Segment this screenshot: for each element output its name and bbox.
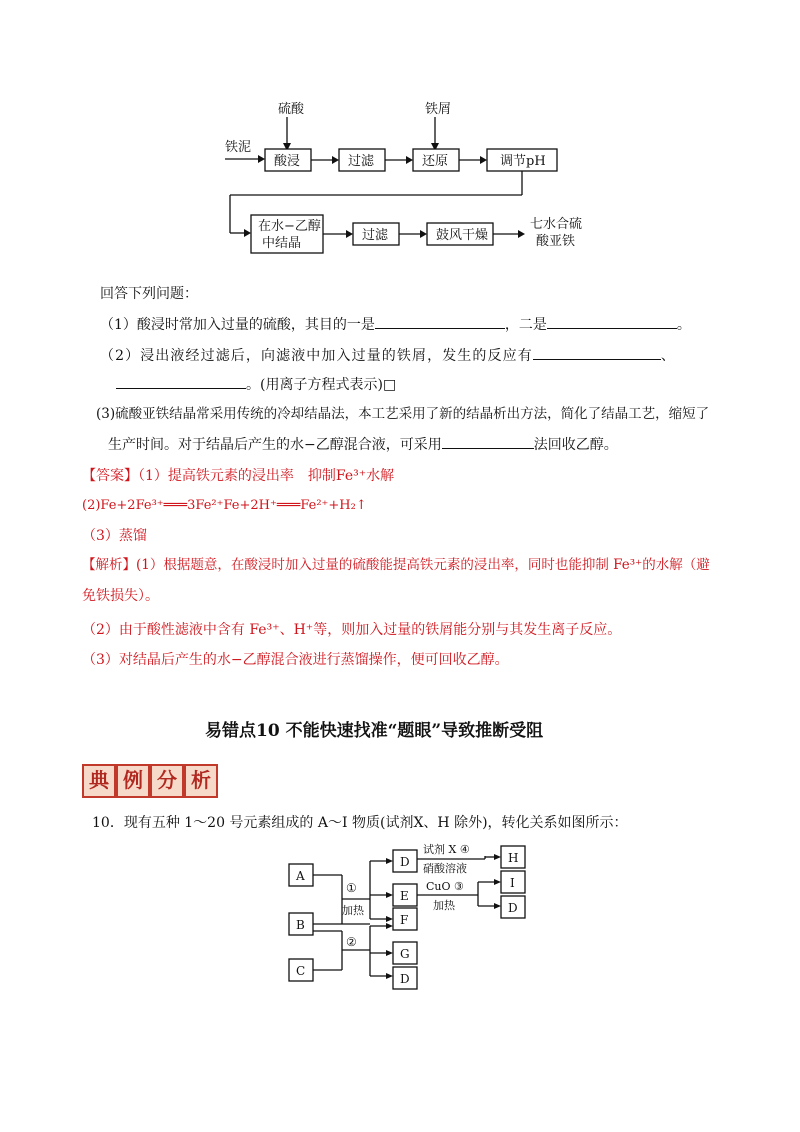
- analysis-label: 【解析】: [82, 557, 136, 573]
- product-label-2: 酸亚铁: [536, 234, 576, 249]
- conversion-diagram: [280, 842, 540, 1002]
- q3-end: 法回收乙醇。: [533, 437, 618, 453]
- answer-line-2: (2)Fe+2Fe³⁺═══3Fe²⁺Fe+2H⁺═══Fe²⁺+H₂↑: [82, 498, 367, 513]
- label-h: H: [508, 851, 519, 865]
- question-2-cont: [116, 374, 396, 395]
- q3-blank[interactable]: [442, 434, 534, 449]
- label-g: G: [400, 947, 410, 961]
- heat-1-label: 加热: [342, 904, 364, 917]
- answer-line-1: [82, 466, 394, 486]
- label-a: A: [296, 869, 305, 883]
- question-3-cont: [108, 434, 618, 455]
- label-i: I: [510, 876, 515, 890]
- q2-text: （2）浸出液经过滤后，向滤液中加入过量的铁屑，发生的反应有: [100, 348, 533, 364]
- product-label-1: 七水合硫: [530, 217, 583, 232]
- reagent-x-label: 试剂 X ④: [423, 843, 470, 856]
- q2-blank-2[interactable]: [116, 374, 246, 389]
- problem-10-text: 10．现有五种 1～20 号元素组成的 A～I 物质(试剂X、H 除外)，转化关系如图所示：: [92, 815, 628, 831]
- q2-glyph: □: [382, 377, 397, 393]
- process-flowchart: [220, 95, 600, 265]
- analysis-text-1: (1）根据题意，在酸浸时加入过量的硫酸能提高铁元素的浸出率，同时也能抑制 Fe³⁺的水解（避: [136, 557, 710, 573]
- filter-label-1: 过滤: [348, 154, 375, 169]
- label-c: C: [296, 964, 306, 978]
- questions-intro: 回答下列问题：: [100, 286, 198, 302]
- filter-label-2: 过滤: [362, 228, 389, 243]
- q2-separator: 、: [660, 348, 676, 364]
- answer-text-1: （1）提高铁元素的浸出率 抑制Fe³⁺水解: [138, 468, 395, 484]
- label-d-bottom: D: [400, 972, 410, 986]
- acid-leach-label: 酸浸: [274, 154, 301, 169]
- label-b: B: [296, 918, 305, 932]
- q3-text-2: 生产时间。对于结晶后产生的水−乙醇混合液，可采用: [108, 437, 442, 453]
- reaction-1-label: ①: [346, 881, 357, 895]
- q1-separator: ，二是: [504, 317, 547, 333]
- question-3: [96, 404, 709, 424]
- question-1: [100, 314, 691, 335]
- q2-end: 。(用离子方程式表示): [246, 377, 383, 393]
- iron-filings-label: 铁屑: [425, 102, 452, 117]
- heat-2-label: 加热: [433, 899, 455, 912]
- stamp-char-1: 典: [82, 764, 116, 798]
- adjust-ph-label: 调节pH: [500, 154, 546, 169]
- analysis-line-1: [82, 555, 710, 575]
- stamp-char-2: 例: [116, 764, 150, 798]
- label-f: F: [400, 913, 409, 927]
- q1-blank-2[interactable]: [547, 314, 677, 329]
- label-d-top: D: [400, 855, 410, 869]
- iron-mud-label: 铁泥: [225, 140, 252, 155]
- q1-text: （1）酸浸时常加入过量的硫酸，其目的一是: [100, 317, 375, 333]
- reduction-label: 还原: [422, 154, 449, 169]
- analysis-line-1b: 免铁损失）。: [82, 588, 159, 604]
- section-title: 易错点10 不能快速找准“题眼”导致推断受阻: [205, 721, 544, 741]
- label-d-right: D: [508, 901, 518, 915]
- answer-line-3: （3）蒸馏: [82, 528, 147, 544]
- cuo-label: CuO ③: [426, 880, 464, 893]
- label-e: E: [400, 889, 409, 903]
- answer-label: 【答案】: [82, 468, 138, 484]
- question-2: [100, 345, 676, 366]
- analysis-line-3: （3）对结晶后产生的水−乙醇混合液进行蒸馏操作，便可回收乙醇。: [82, 652, 509, 668]
- stamp-char-4: 析: [184, 764, 218, 798]
- q2-blank-1[interactable]: [533, 345, 661, 360]
- blow-dry-label: 鼓风干燥: [436, 228, 489, 243]
- reaction-2-label: ②: [346, 935, 357, 949]
- crystallize-label-2: 中结晶: [262, 236, 302, 251]
- crystallize-label-1: 在水−乙醇: [258, 219, 321, 234]
- nitric-acid-label: 硝酸溶液: [423, 862, 467, 875]
- q1-end: 。: [676, 317, 691, 333]
- analysis-line-2: （2）由于酸性滤液中含有 Fe³⁺、H⁺等，则加入过量的铁屑能分别与其发生离子反应。: [82, 622, 622, 638]
- sulfuric-acid-label: 硫酸: [278, 102, 305, 117]
- q1-blank-1[interactable]: [375, 314, 505, 329]
- stamp-char-3: 分: [150, 764, 184, 798]
- q3-text-1: (3)硫酸亚铁结晶常采用传统的冷却结晶法，本工艺采用了新的结晶析出方法，简化了结晶工艺，缩短了: [96, 406, 710, 422]
